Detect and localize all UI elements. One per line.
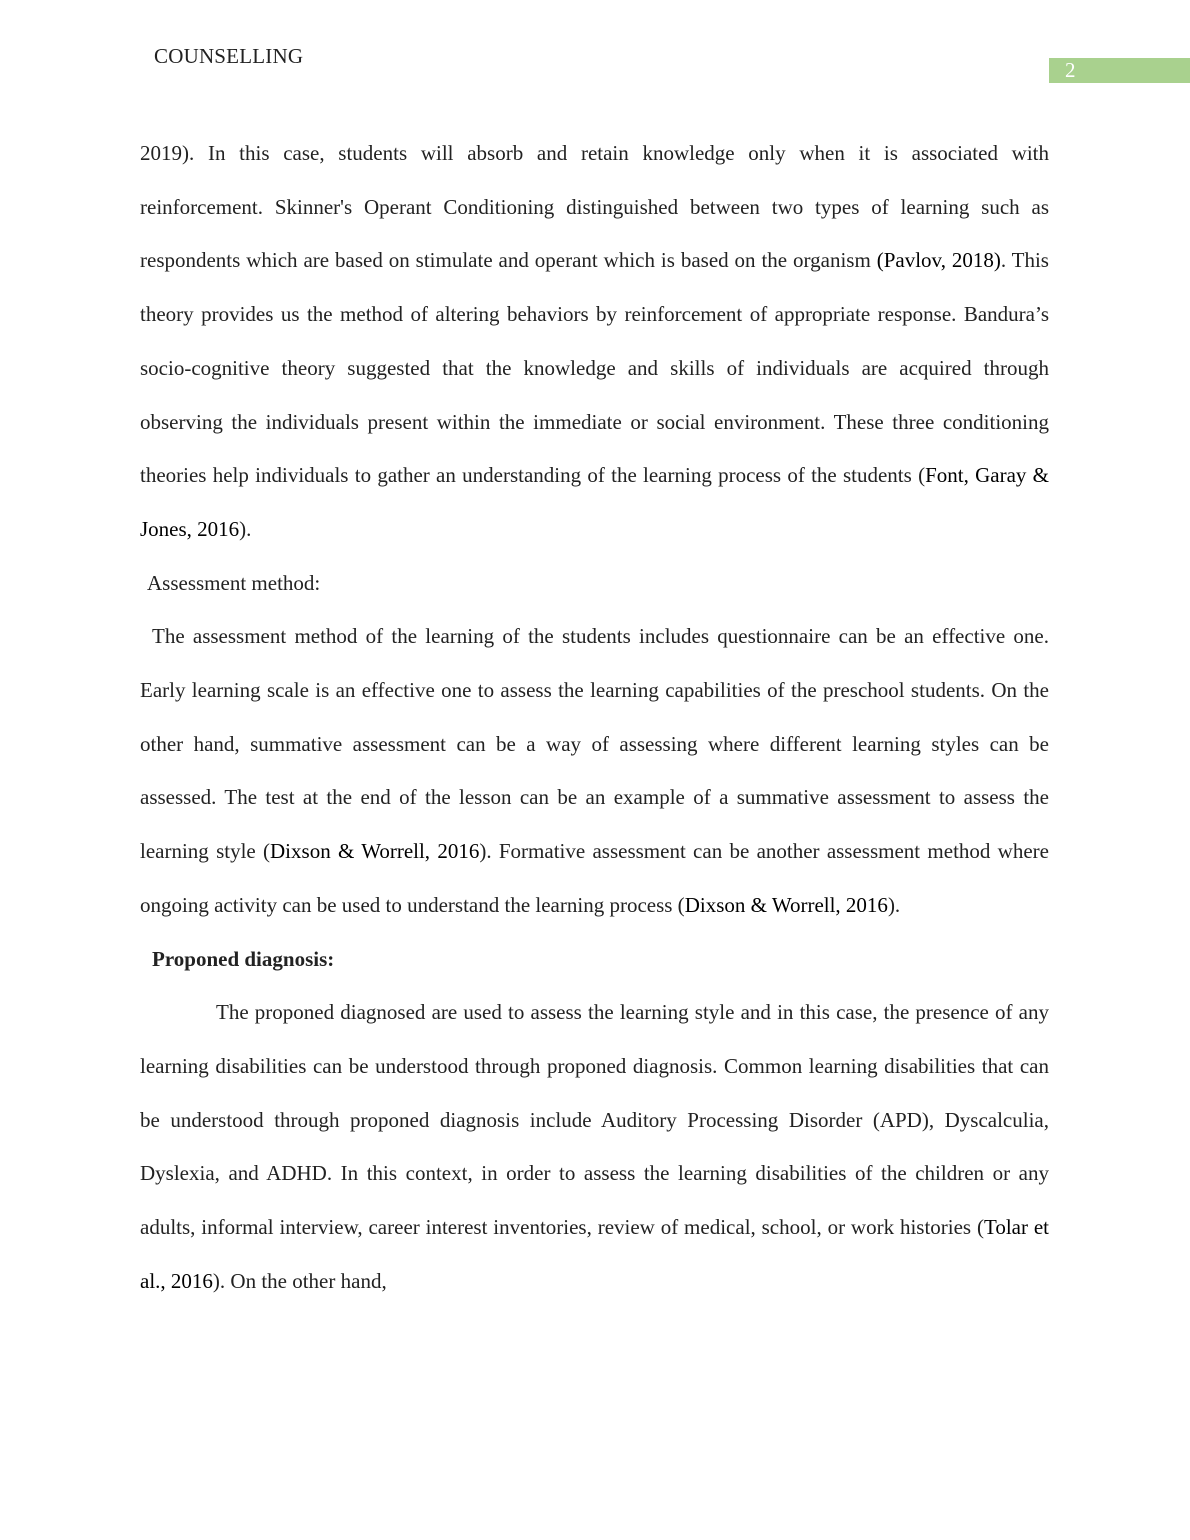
citation: Tolar et al., 2016 [140,1215,1049,1293]
paragraph-diagnosis [140,986,1049,1308]
page-number: 2 [1065,58,1076,82]
paragraph-assessment [140,610,1049,932]
paragraph-text: ). [887,892,901,917]
heading-assessment-method: Assessment method: [147,570,321,595]
citation: Dixson & Worrell, 2016 [684,892,888,917]
citation: (Pavlov, 2018) [876,248,1001,273]
heading-proponed-diagnosis: Proponed diagnosis: [152,946,335,971]
paragraph-text: 2019). In this case, students will absorb and retain knowledge only when it is associated with reinforcement. Skinner's Operant Conditioning distinguished between two types of learning such as respondents which are based on stimulate and operant which is based on the organism [140,141,1049,273]
paragraph-text: ). [239,516,252,541]
page-number-band [1049,58,1190,83]
running-head: COUNSELLING [154,44,304,68]
paragraph-text: ). Formative assessment can be another assessment method where ongoing activity can be used to understand the learning process ( [140,839,1049,917]
paragraph-text: . This theory provides us the method of altering behaviors by reinforcement of appropriate response. Bandura’s socio-cognitive theory suggested that the knowledge and skills of individuals are acquired through observing the individuals present within the immediate or social environment. These three conditioning theories help individuals to gather an understanding of the learning process of the students ( [140,248,1049,488]
paragraph-learning-theories [140,127,1049,557]
citation: Dixson & Worrell, 2016 [270,839,480,864]
paragraph-text: ). On the other hand, [212,1268,387,1293]
body-text [140,127,1049,1308]
citation: Font, Garay & Jones, 2016 [140,463,1049,541]
paragraph-text: The assessment method of the learning of the students includes questionnaire can be an effective one. Early learning scale is an effective one to assess the learning capabilities of the preschool students. On the other hand, summative assessment can be a way of assessing where different learning styles can be assessed. The test at the end of the lesson can be an example of a summative assessment to assess the learning style ( [140,624,1049,864]
paragraph-text: The proponed diagnosed are used to assess the learning style and in this case, the presence of any learning disabilities can be understood through proponed diagnosis. Common learning disabilities that can be understood through proponed diagnosis include Auditory Processing Disorder (APD), Dyscalculia, Dyslexia, and ADHD. In this context, in order to assess the learning disabilities of the children or any adults, informal interview, career interest inventories, review of medical, school, or work histories ( [140,1000,1049,1240]
